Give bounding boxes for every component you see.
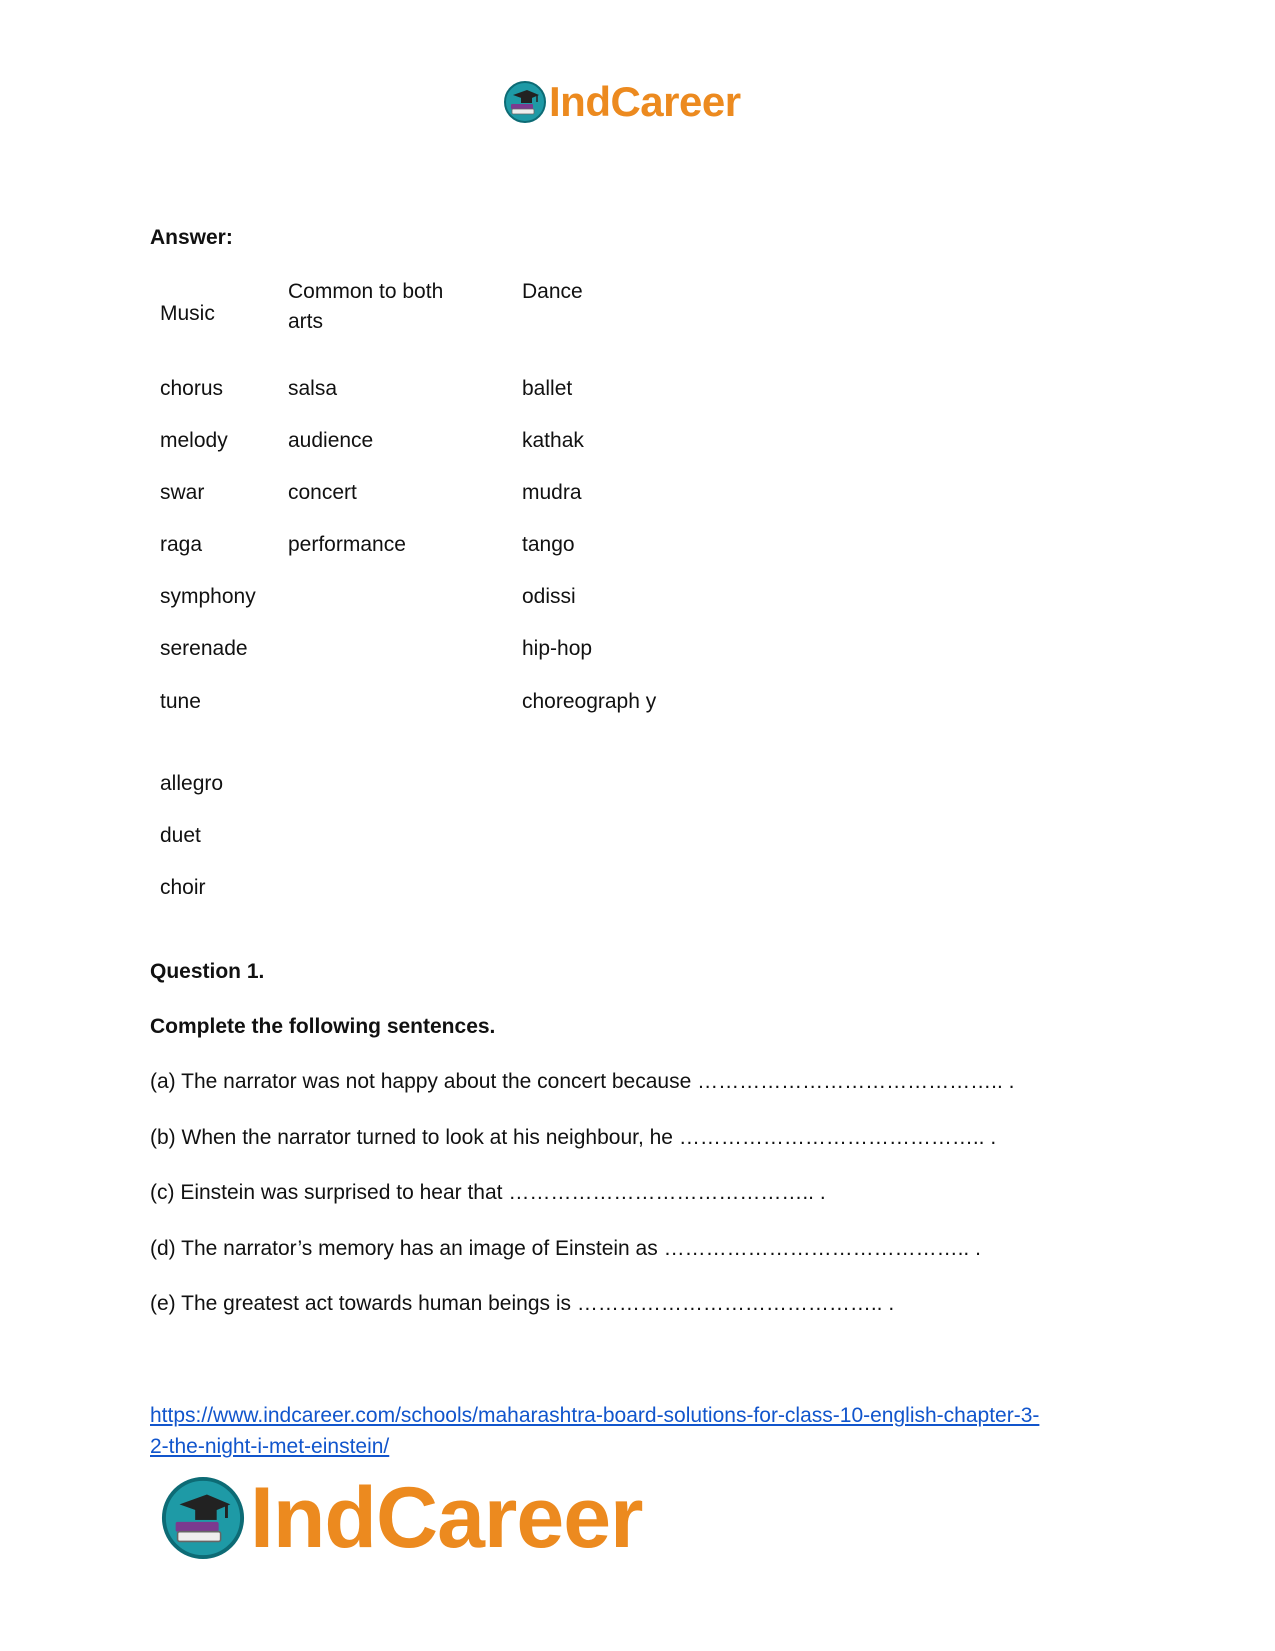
classification-table [160, 0, 680, 940]
music-word: duet [160, 824, 201, 847]
brand-name: IndCareer [250, 1470, 643, 1566]
dance-word: tango [522, 533, 575, 556]
dance-word: mudra [522, 481, 582, 504]
common-word: performance [288, 533, 406, 556]
music-word: swar [160, 481, 205, 504]
sentence-item: (e) The greatest act towards human beings is …………………………………….. . [150, 1292, 895, 1315]
dance-word: odissi [522, 585, 576, 608]
source-url-line1[interactable]: https://www.indcareer.com/schools/maharashtra-board-solutions-for-class-10-english-chapter-3- [150, 1404, 1040, 1427]
sentence-item: (a) The narrator was not happy about the concert because …………………………………….. . [150, 1070, 1015, 1093]
common-word: salsa [288, 377, 338, 400]
footer-logo [160, 1470, 643, 1566]
question-instruction: Complete the following sentences. [150, 1015, 496, 1038]
music-word: allegro [160, 772, 224, 795]
source-url-link[interactable] [150, 1400, 1140, 1462]
answer-heading: Answer: [150, 226, 233, 249]
dance-word: kathak [522, 429, 584, 452]
music-word: symphony [160, 585, 256, 608]
dance-word: ballet [522, 377, 573, 400]
sentence-item: (c) Einstein was surprised to hear that …………………………………….. . [150, 1181, 826, 1204]
music-word: raga [160, 533, 203, 556]
dance-word: choreograph y [522, 690, 657, 713]
graduation-book-globe-icon [160, 1475, 246, 1561]
common-word: concert [288, 481, 357, 504]
common-word: audience [288, 429, 374, 452]
header-common: Common to both arts [288, 280, 444, 333]
music-word: tune [160, 690, 201, 713]
music-word: serenade [160, 637, 248, 660]
source-url-line2[interactable]: 2-the-night-i-met-einstein/ [150, 1435, 390, 1458]
header-music: Music [160, 302, 215, 325]
music-word: choir [160, 876, 206, 899]
sentence-item: (d) The narrator’s memory has an image of Einstein as …………………………………….. . [150, 1237, 981, 1260]
question-title: Question 1. [150, 960, 265, 983]
brand-name: IndCareer [549, 78, 741, 125]
dance-word: hip-hop [522, 637, 593, 660]
sentence-item: (b) When the narrator turned to look at his neighbour, he …………………………………….. . [150, 1126, 997, 1149]
header-dance: Dance [522, 280, 583, 303]
music-word: melody [160, 429, 228, 452]
music-word: chorus [160, 377, 224, 400]
